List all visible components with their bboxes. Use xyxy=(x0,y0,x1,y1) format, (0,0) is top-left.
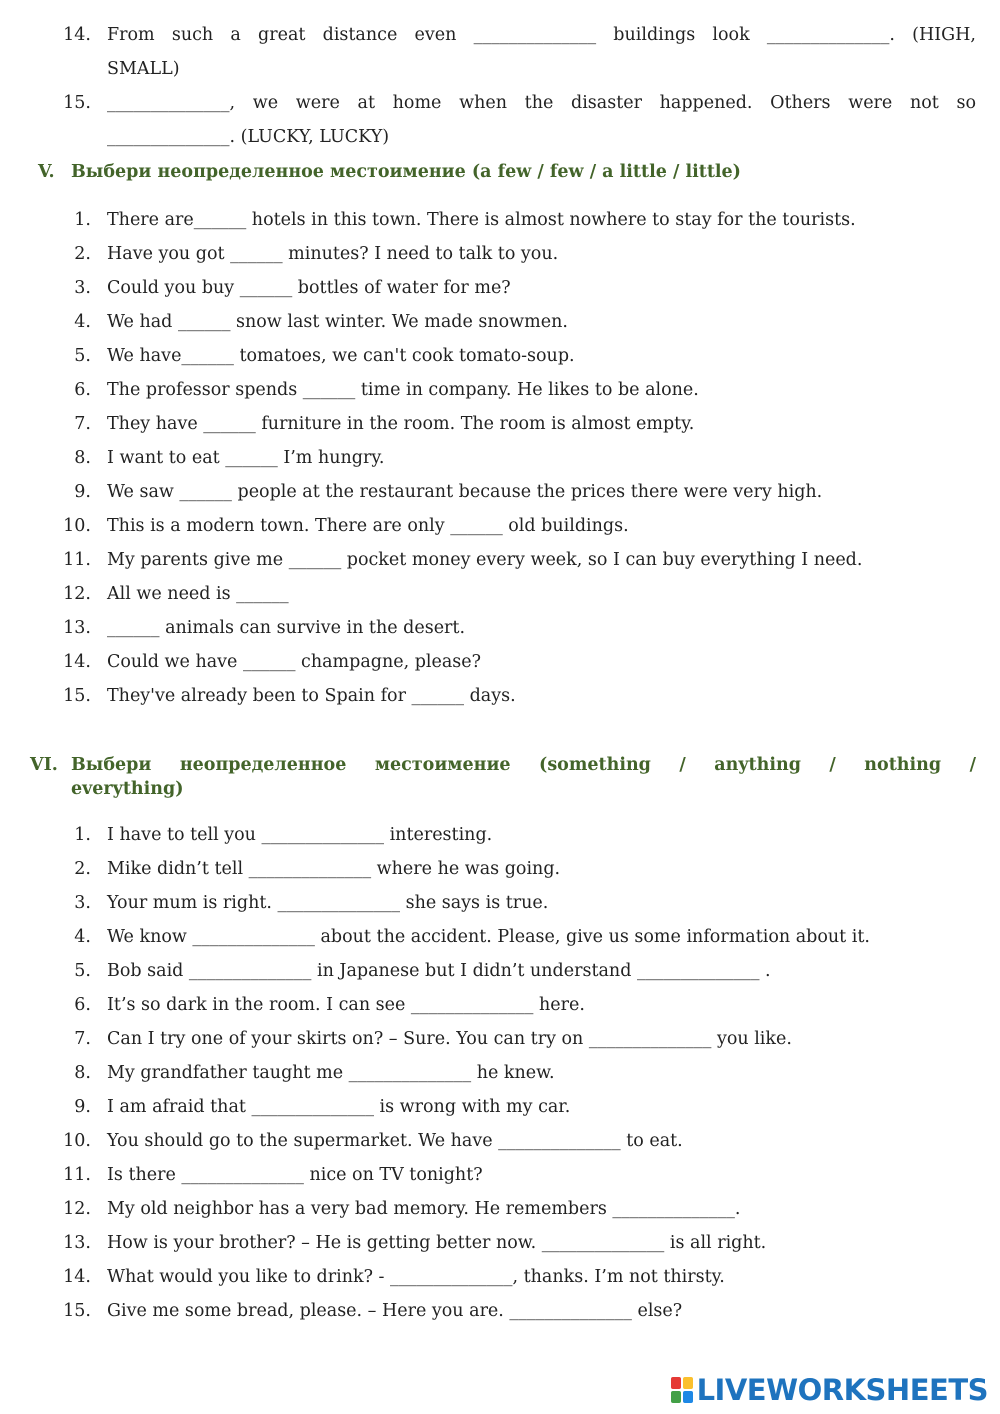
list-item xyxy=(0,92,1000,147)
item-text: All we need is ______ xyxy=(107,584,289,604)
item-text: We saw ______ people at the restaurant because the prices there were very high. xyxy=(107,482,823,502)
item-text: My parents give me ______ pocket money every week, so I can buy everything I need. xyxy=(107,550,863,570)
item-text: They've already been to Spain for ______ days. xyxy=(107,686,516,706)
item-number: 9. xyxy=(74,482,91,502)
list-item xyxy=(0,1232,1000,1256)
list-item xyxy=(0,1062,1000,1086)
list-item xyxy=(0,1198,1000,1222)
list-item xyxy=(0,651,1000,675)
item-text: This is a modern town. There are only ______ old buildings. xyxy=(107,516,629,536)
item-number: 3. xyxy=(74,278,91,298)
item-number: 10. xyxy=(63,1131,91,1151)
item-number: 10. xyxy=(63,516,91,536)
list-item xyxy=(0,311,1000,335)
item-text: I am afraid that ______________ is wrong with my car. xyxy=(107,1097,571,1117)
list-item xyxy=(0,277,1000,301)
list-item xyxy=(0,1164,1000,1188)
list-item xyxy=(0,24,1000,79)
list-item xyxy=(0,515,1000,539)
list-item xyxy=(0,1028,1000,1052)
liveworksheets-logo xyxy=(671,1374,988,1406)
item-text-line: From such a great distance even ______________ buildings look ______________. (HIGH, xyxy=(107,25,976,45)
item-text-line: SMALL) xyxy=(107,59,180,79)
item-text: They have ______ furniture in the room. The room is almost empty. xyxy=(107,414,695,434)
list-item xyxy=(0,481,1000,505)
section-title-line: Выбери неопределенное местоимение (something / anything / nothing / xyxy=(71,755,976,775)
item-number: 1. xyxy=(74,210,91,230)
list-item xyxy=(0,685,1000,709)
item-text-line: ______________. (LUCKY, LUCKY) xyxy=(107,127,390,147)
logo-text: LIVEWORKSHEETS xyxy=(696,1373,988,1407)
item-number: 7. xyxy=(74,414,91,434)
item-text: We had ______ snow last winter. We made snowmen. xyxy=(107,312,568,332)
item-number: 14. xyxy=(63,25,91,45)
item-number: 9. xyxy=(74,1097,91,1117)
list-item xyxy=(0,209,1000,233)
list-item xyxy=(0,892,1000,916)
item-number: 12. xyxy=(63,584,91,604)
item-number: 4. xyxy=(74,927,91,947)
list-item xyxy=(0,960,1000,984)
item-text: How is your brother? – He is getting better now. ______________ is all right. xyxy=(107,1233,767,1253)
item-number: 11. xyxy=(63,550,91,570)
item-text: ______ animals can survive in the desert. xyxy=(107,618,466,638)
list-item xyxy=(0,1096,1000,1120)
item-text: Bob said ______________ in Japanese but I didn’t understand ______________ . xyxy=(107,961,771,981)
item-number: 2. xyxy=(74,859,91,879)
item-text: There are______ hotels in this town. There is almost nowhere to stay for the tourists. xyxy=(107,210,856,230)
list-item xyxy=(0,345,1000,369)
item-text: What would you like to drink? - ______________, thanks. I’m not thirsty. xyxy=(107,1267,725,1287)
item-text: Mike didn’t tell ______________ where he was going. xyxy=(107,859,561,879)
item-number: 6. xyxy=(74,380,91,400)
list-item xyxy=(0,824,1000,848)
list-item xyxy=(0,1130,1000,1154)
item-text: We know ______________ about the accident. Please, give us some information about it. xyxy=(107,927,870,947)
list-item xyxy=(0,926,1000,950)
list-item xyxy=(0,243,1000,267)
section-title: Выбери неопределенное местоимение (a few / few / a little / little) xyxy=(71,162,741,182)
item-number: 5. xyxy=(74,961,91,981)
item-text: You should go to the supermarket. We have ______________ to eat. xyxy=(107,1131,683,1151)
item-text: Can I try one of your skirts on? – Sure. You can try on ______________ you like. xyxy=(107,1029,792,1049)
item-text: My old neighbor has a very bad memory. He remembers ______________. xyxy=(107,1199,741,1219)
item-number: 4. xyxy=(74,312,91,332)
item-number: 11. xyxy=(63,1165,91,1185)
list-item xyxy=(0,858,1000,882)
item-number: 6. xyxy=(74,995,91,1015)
section-title-line: everything) xyxy=(71,779,184,799)
item-text: Have you got ______ minutes? I need to talk to you. xyxy=(107,244,559,264)
item-text: Could we have ______ champagne, please? xyxy=(107,652,482,672)
item-text: Is there ______________ nice on TV tonight? xyxy=(107,1165,483,1185)
list-item xyxy=(0,549,1000,573)
section-numeral: VI. xyxy=(30,755,58,775)
item-text: Your mum is right. ______________ she says is true. xyxy=(107,893,549,913)
item-text: My grandfather taught me ______________ he knew. xyxy=(107,1063,555,1083)
item-number: 15. xyxy=(63,93,91,113)
item-number: 13. xyxy=(63,618,91,638)
list-item xyxy=(0,413,1000,437)
list-item xyxy=(0,1300,1000,1324)
item-number: 14. xyxy=(63,652,91,672)
list-item xyxy=(0,379,1000,403)
item-number: 2. xyxy=(74,244,91,264)
item-number: 8. xyxy=(74,448,91,468)
item-number: 5. xyxy=(74,346,91,366)
item-number: 7. xyxy=(74,1029,91,1049)
list-item xyxy=(0,994,1000,1018)
item-text: Could you buy ______ bottles of water for me? xyxy=(107,278,511,298)
item-number: 13. xyxy=(63,1233,91,1253)
item-number: 1. xyxy=(74,825,91,845)
list-item xyxy=(0,1266,1000,1290)
item-number: 8. xyxy=(74,1063,91,1083)
item-number: 3. xyxy=(74,893,91,913)
list-item xyxy=(0,447,1000,471)
item-text: The professor spends ______ time in company. He likes to be alone. xyxy=(107,380,699,400)
liveworksheets-logo-icon xyxy=(671,1377,693,1403)
list-item xyxy=(0,617,1000,641)
item-text: We have______ tomatoes, we can't cook tomato-soup. xyxy=(107,346,575,366)
list-item xyxy=(0,583,1000,607)
item-text: I have to tell you ______________ interesting. xyxy=(107,825,493,845)
item-number: 15. xyxy=(63,1301,91,1321)
section-heading-vi xyxy=(0,754,1000,802)
item-number: 12. xyxy=(63,1199,91,1219)
item-text-line: ______________, we were at home when the disaster happened. Others were not so xyxy=(107,93,976,113)
item-number: 14. xyxy=(63,1267,91,1287)
item-text: It’s so dark in the room. I can see ______________ here. xyxy=(107,995,585,1015)
item-number: 15. xyxy=(63,686,91,706)
item-text: Give me some bread, please. – Here you are. ______________ else? xyxy=(107,1301,683,1321)
item-text: I want to eat ______ I’m hungry. xyxy=(107,448,385,468)
section-numeral: V. xyxy=(38,162,55,182)
